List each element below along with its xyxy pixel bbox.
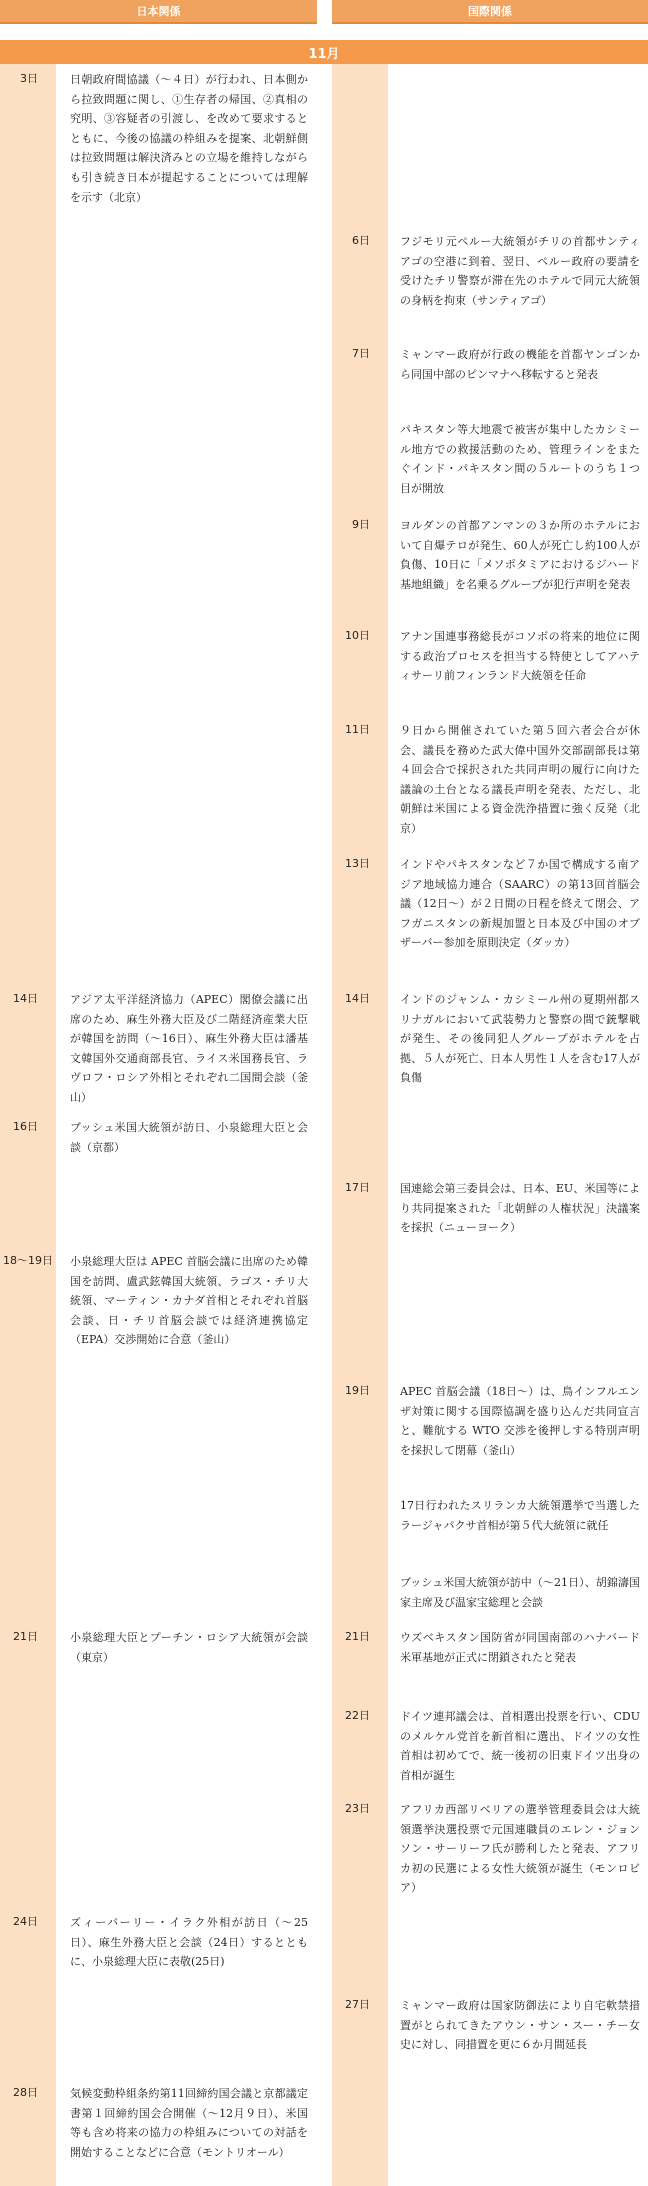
- entry-date: 10日: [345, 629, 370, 642]
- entry-text: 気候変動枠組条約第11回締約国会議と京都議定書第１回締約国会合開催（～12月９日）、米国等も含め将来の協力の枠組みについての対話を開始することなどに合意（モントリオール）: [70, 2087, 308, 2159]
- entry-text: ウズベキスタン国防省が同国南部のハナバード米軍基地が正式に閉鎖されたと発表: [400, 1631, 640, 1664]
- entry-text: ミャンマー政府は国家防御法により自宅軟禁措置がとられてきたアウン・サン・スー・チー女史に対し、同措置を更に６か月間延長: [400, 1999, 640, 2052]
- entry-date: 7日: [352, 347, 370, 360]
- entry-text: ズィーバーリー・イラク外相が訪日（～25日）、麻生外務大臣と会談（24日）するとともに、小泉総理大臣に表敬(25日): [70, 1916, 308, 1969]
- entry-date: 14日: [13, 992, 38, 1005]
- entry-date: 3日: [20, 72, 38, 85]
- entry-date: 23日: [345, 1802, 370, 1815]
- entry-text: ヨルダンの首都アンマンの３か所のホテルにおいて自爆テロが発生、60人が死亡し約100人が負傷、10日に「メソポタミアにおけるジハード基地組織」を名乗るグループが犯行声明を発表: [400, 519, 640, 591]
- entry-text: ブッシュ米国大統領が訪日、小泉総理大臣と会談（京都）: [70, 1121, 308, 1154]
- header-international: 国際関係: [332, 0, 648, 24]
- entry-text: 小泉総理大臣は APEC 首脳会議に出席のため韓国を訪問、盧武鉉韓国大統領、ラゴス・チリ大統領、マーティン・カナダ首相とそれぞれ首脳会談、日・チリ首脳会談では経済連携協定（EPA）交渉開始に合意（釜山）: [70, 1255, 308, 1347]
- entry-text: パキスタン等大地震で被害が集中したカシミール地方での救援活動のため、管理ラインをまたぐインド・パキスタン間の５ルートのうち１つ目が開放: [400, 423, 640, 495]
- month-banner: 11月: [0, 40, 648, 64]
- entry-text: アナン国連事務総長がコソボの将来的地位に関する政治プロセスを担当する特使としてアハティサーリ前フィンランド大統領を任命: [400, 630, 640, 683]
- entry-date: 24日: [13, 1915, 38, 1928]
- entry-date: 6日: [352, 234, 370, 247]
- entry-text: 国連総会第三委員会は、日本、EU、米国等により共同提案された「北朝鮮の人権状況」決議案を採択（ニューヨーク）: [400, 1182, 640, 1235]
- entry-text: ドイツ連邦議会は、首相選出投票を行い、CDU のメルケル党首を新首相に選出、ドイツの女性首相は初めてで、統一後初の旧東ドイツ出身の首相が誕生: [400, 1710, 640, 1782]
- entry-date: 17日: [345, 1181, 370, 1194]
- entry-text: ブッシュ米国大統領が訪中（～21日）、胡錦濤国家主席及び温家宝総理と会談: [400, 1576, 640, 1609]
- entry-text: フジモリ元ペルー大統領がチリの首都サンティアゴの空港に到着、翌日、ペルー政府の要請を受けたチリ警察が滞在先のホテルで同元大統領の身柄を拘束（サンティアゴ）: [400, 235, 640, 307]
- entry-date: 14日: [345, 992, 370, 1005]
- entry-date: 16日: [13, 1120, 38, 1133]
- entry-text: 17日行われたスリランカ大統領選挙で当選したラージャパクサ首相が第５代大統領に就任: [400, 1499, 640, 1532]
- entry-text: インドのジャンム・カシミール州の夏期州都スリナガルにおいて武装勢力と警察の間で銃撃戦が発生、その後同犯人グループがホテルを占拠、５人が死亡、日本人男性１人を含む17人が負傷: [400, 993, 640, 1085]
- entry-text: アジア太平洋経済協力（APEC）閣僚会議に出席のため、麻生外務大臣及び二階経済産業大臣が韓国を訪問（～16日）、麻生外務大臣は潘基文韓国外交通商部長官、ライス米国務長官、ラヴロフ・ロシア外相とそれぞれ二国間会談（釜山）: [70, 993, 308, 1104]
- entry-text: APEC 首脳会議（18日～）は、鳥インフルエンザ対策に関する国際協調を盛り込んだ共同宣言と、難航する WTO 交渉を後押しする特別声明を採択して閉幕（釜山）: [400, 1385, 640, 1457]
- entry-text: 小泉総理大臣とプーチン・ロシア大統領が会談（東京）: [70, 1631, 308, 1664]
- entry-date: 18～19日: [3, 1254, 53, 1267]
- entry-text: 日朝政府間協議（～４日）が行われ、日本側から拉致問題に関し、①生存者の帰国、②真相の究明、③容疑者の引渡し、を改めて要求するとともに、今後の協議の枠組みを提案、北朝鮮側は拉致問題は解決済みとの立場を維持しながらも引き続き日本が提起することについては理解を示す（北京）: [70, 73, 308, 204]
- entry-text: ミャンマー政府が行政の機能を首都ヤンゴンから同国中部のピンマナへ移転すると発表: [400, 348, 640, 381]
- entry-date: 22日: [345, 1709, 370, 1722]
- entry-text: ９日から開催されていた第５回六者会合が休会、議長を務めた武大偉中国外交部副部長は第４回会合で採択された共同声明の履行に向けた議論の土台となる議長声明を発表、ただし、北朝鮮は米国による資金洗浄措置に強く反発（北京）: [400, 724, 640, 835]
- entry-text: アフリカ西部リベリアの選挙管理委員会は大統領選挙決選投票で元国連職員のエレン・ジョンソン・サーリーフ氏が勝利したと発表、アフリカ初の民選による女性大統領が誕生（モンロビア）: [400, 1803, 640, 1895]
- entry-date: 9日: [352, 518, 370, 531]
- entry-date: 13日: [345, 857, 370, 870]
- header-japan: 日本関係: [0, 0, 317, 24]
- entry-date: 21日: [345, 1630, 370, 1643]
- entry-text: インドやパキスタンなど７か国で構成する南アジア地域協力連合（SAARC）の第13回首脳会議（12日～）が２日間の日程を終えて閉会、アフガニスタンの新規加盟と日本及び中国のオブザーバー参加を原則決定（ダッカ）: [400, 858, 640, 950]
- entry-date: 11日: [345, 723, 370, 736]
- entry-date: 21日: [13, 1630, 38, 1643]
- entry-date: 28日: [13, 2086, 38, 2099]
- international-date-column: [332, 64, 388, 2186]
- entry-date: 27日: [345, 1998, 370, 2011]
- entry-date: 19日: [345, 1384, 370, 1397]
